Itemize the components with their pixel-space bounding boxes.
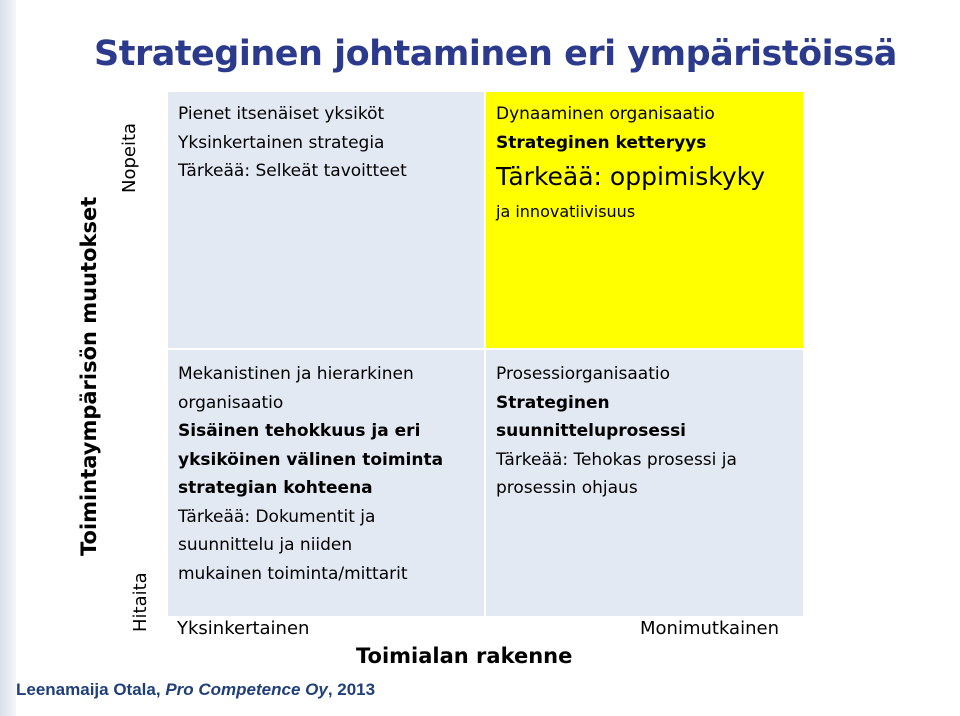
footer-credit [16,680,375,700]
quadrant-text: Pienet itsenäiset yksiköt [178,104,385,124]
y-axis-high-label: Nopeita [119,122,140,193]
quadrant-text: Tärkeää: Dokumentit ja [178,506,376,527]
quadrant-text: prosessin ohjaus [496,478,638,498]
footer-author: Leenamaija Otala, [16,680,161,699]
quadrant-top-left [168,92,484,348]
quadrant-importance: Tärkeää: oppimiskyky [496,162,765,191]
quadrant-text: Yksinkertainen strategia [178,132,385,153]
x-axis-high-label: Monimutkainen [640,618,779,639]
y-axis-low-label: Hitaita [130,572,151,632]
footer-company: Pro Competence Oy [165,680,328,699]
quadrant-top-right [486,92,803,348]
quadrant-text: Tärkeää: Selkeät tavoitteet [178,161,407,181]
quadrant-text: suunnittelu ja niiden [178,535,353,555]
x-axis-low-label: Yksinkertainen [177,618,310,639]
quadrant-text: mukainen toiminta/mittarit [178,563,408,584]
quadrant-text: Mekanistinen ja hierarkinen [178,364,414,384]
quadrant-text: Prosessiorganisaatio [496,364,671,384]
quadrant-text: Dynaaminen organisaatio [496,104,715,124]
x-axis-label: Toimialan rakenne [356,644,573,668]
quadrant-text: organisaatio [178,392,284,413]
quadrant-strategy: suunnitteluprosessi [496,421,687,441]
page-title: Strateginen johtaminen eri ympäristöissä [94,34,897,74]
quadrant-strategy: strategian kohteena [178,478,373,498]
left-decorative-band [0,0,16,716]
quadrant-text: Tärkeää: Tehokas prosessi ja [496,449,737,470]
quadrant-strategy: yksiköinen välinen toiminta [178,449,444,470]
y-axis-label: Toimintaympärisön muutokset [77,196,101,556]
quadrant-strategy: Strateginen ketteryys [496,132,707,153]
quadrant-strategy: Sisäinen tehokkuus ja eri [178,421,421,441]
quadrant-bottom-left [168,350,484,616]
quadrant-strategy: Strateginen [496,392,610,413]
footer-year: , 2013 [327,680,376,699]
quadrant-text: ja innovatiivisuus [496,202,636,221]
quadrant-bottom-right [486,350,803,616]
